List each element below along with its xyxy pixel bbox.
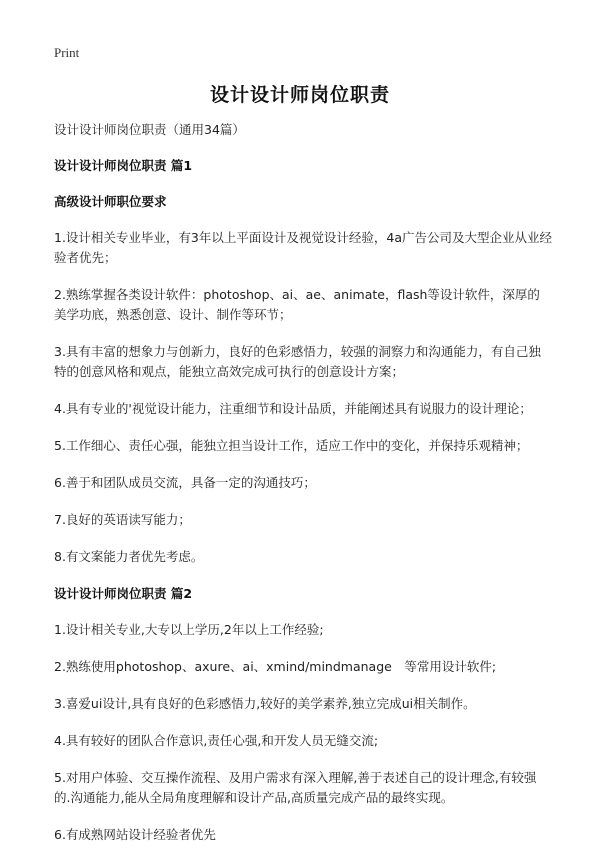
list-item: 2.熟练使用photoshop、axure、ai、xmind/mindmanage 等常用设计软件; bbox=[54, 659, 497, 674]
list-item: 5.工作细心、责任心强，能独立担当设计工作，适应工作中的变化，并保持乐观精神； bbox=[54, 438, 529, 453]
document-subtitle: 设计设计师岗位职责（通用34篇） bbox=[54, 122, 245, 137]
section-2 bbox=[54, 584, 552, 845]
list-item: 8.有文案能力者优先考虑。 bbox=[54, 549, 204, 564]
document-body bbox=[54, 120, 552, 862]
list-item: 4.具有较好的团队合作意识,责任心强,和开发人员无缝交流; bbox=[54, 733, 379, 748]
list-item: 1.设计相关专业毕业，有3年以上平面设计及视觉设计经验，4a广告公司及大型企业从业经验者优先； bbox=[54, 230, 552, 265]
print-link[interactable]: Print bbox=[54, 45, 80, 60]
list-item: 2.熟练掌握各类设计软件：photoshop、ai、ae、animate，flash等设计软件，深厚的美学功底，熟悉创意、设计、制作等环节； bbox=[54, 287, 540, 322]
page-title: 设计设计师岗位职责 bbox=[209, 84, 390, 106]
list-item: 4.具有专业的'视觉设计能力，注重细节和设计品质，并能阐述具有说服力的设计理论； bbox=[54, 401, 532, 416]
list-item: 1.设计相关专业,大专以上学历,2年以上工作经验; bbox=[54, 622, 324, 637]
list-item: 6.善于和团队成员交流，具备一定的沟通技巧； bbox=[54, 475, 316, 490]
list-item: 7.良好的英语读写能力； bbox=[54, 512, 191, 527]
list-item: 6.有成熟网站设计经验者优先 bbox=[54, 827, 216, 842]
section-heading: 设计设计师岗位职责 篇1 bbox=[54, 158, 193, 173]
section-heading: 设计设计师岗位职责 篇2 bbox=[54, 586, 193, 601]
section-1 bbox=[54, 156, 552, 567]
section-subheading: 高级设计师职位要求 bbox=[54, 194, 167, 209]
list-item: 3.具有丰富的想象力与创新力，良好的色彩感悟力，较强的洞察力和沟通能力，有自己独特的创意风格和观点，能独立高效完成可执行的创意设计方案； bbox=[54, 344, 541, 379]
list-item: 3.喜爱ui设计,具有良好的色彩感悟力,较好的美学素养,独立完成ui相关制作。 bbox=[54, 696, 476, 711]
list-item: 5.对用户体验、交互操作流程、及用户需求有深入理解,善于表述自己的设计理念,有较强的.沟通能力,能从全局角度理解和设计产品,高质量完成产品的最终实现。 bbox=[54, 770, 537, 805]
